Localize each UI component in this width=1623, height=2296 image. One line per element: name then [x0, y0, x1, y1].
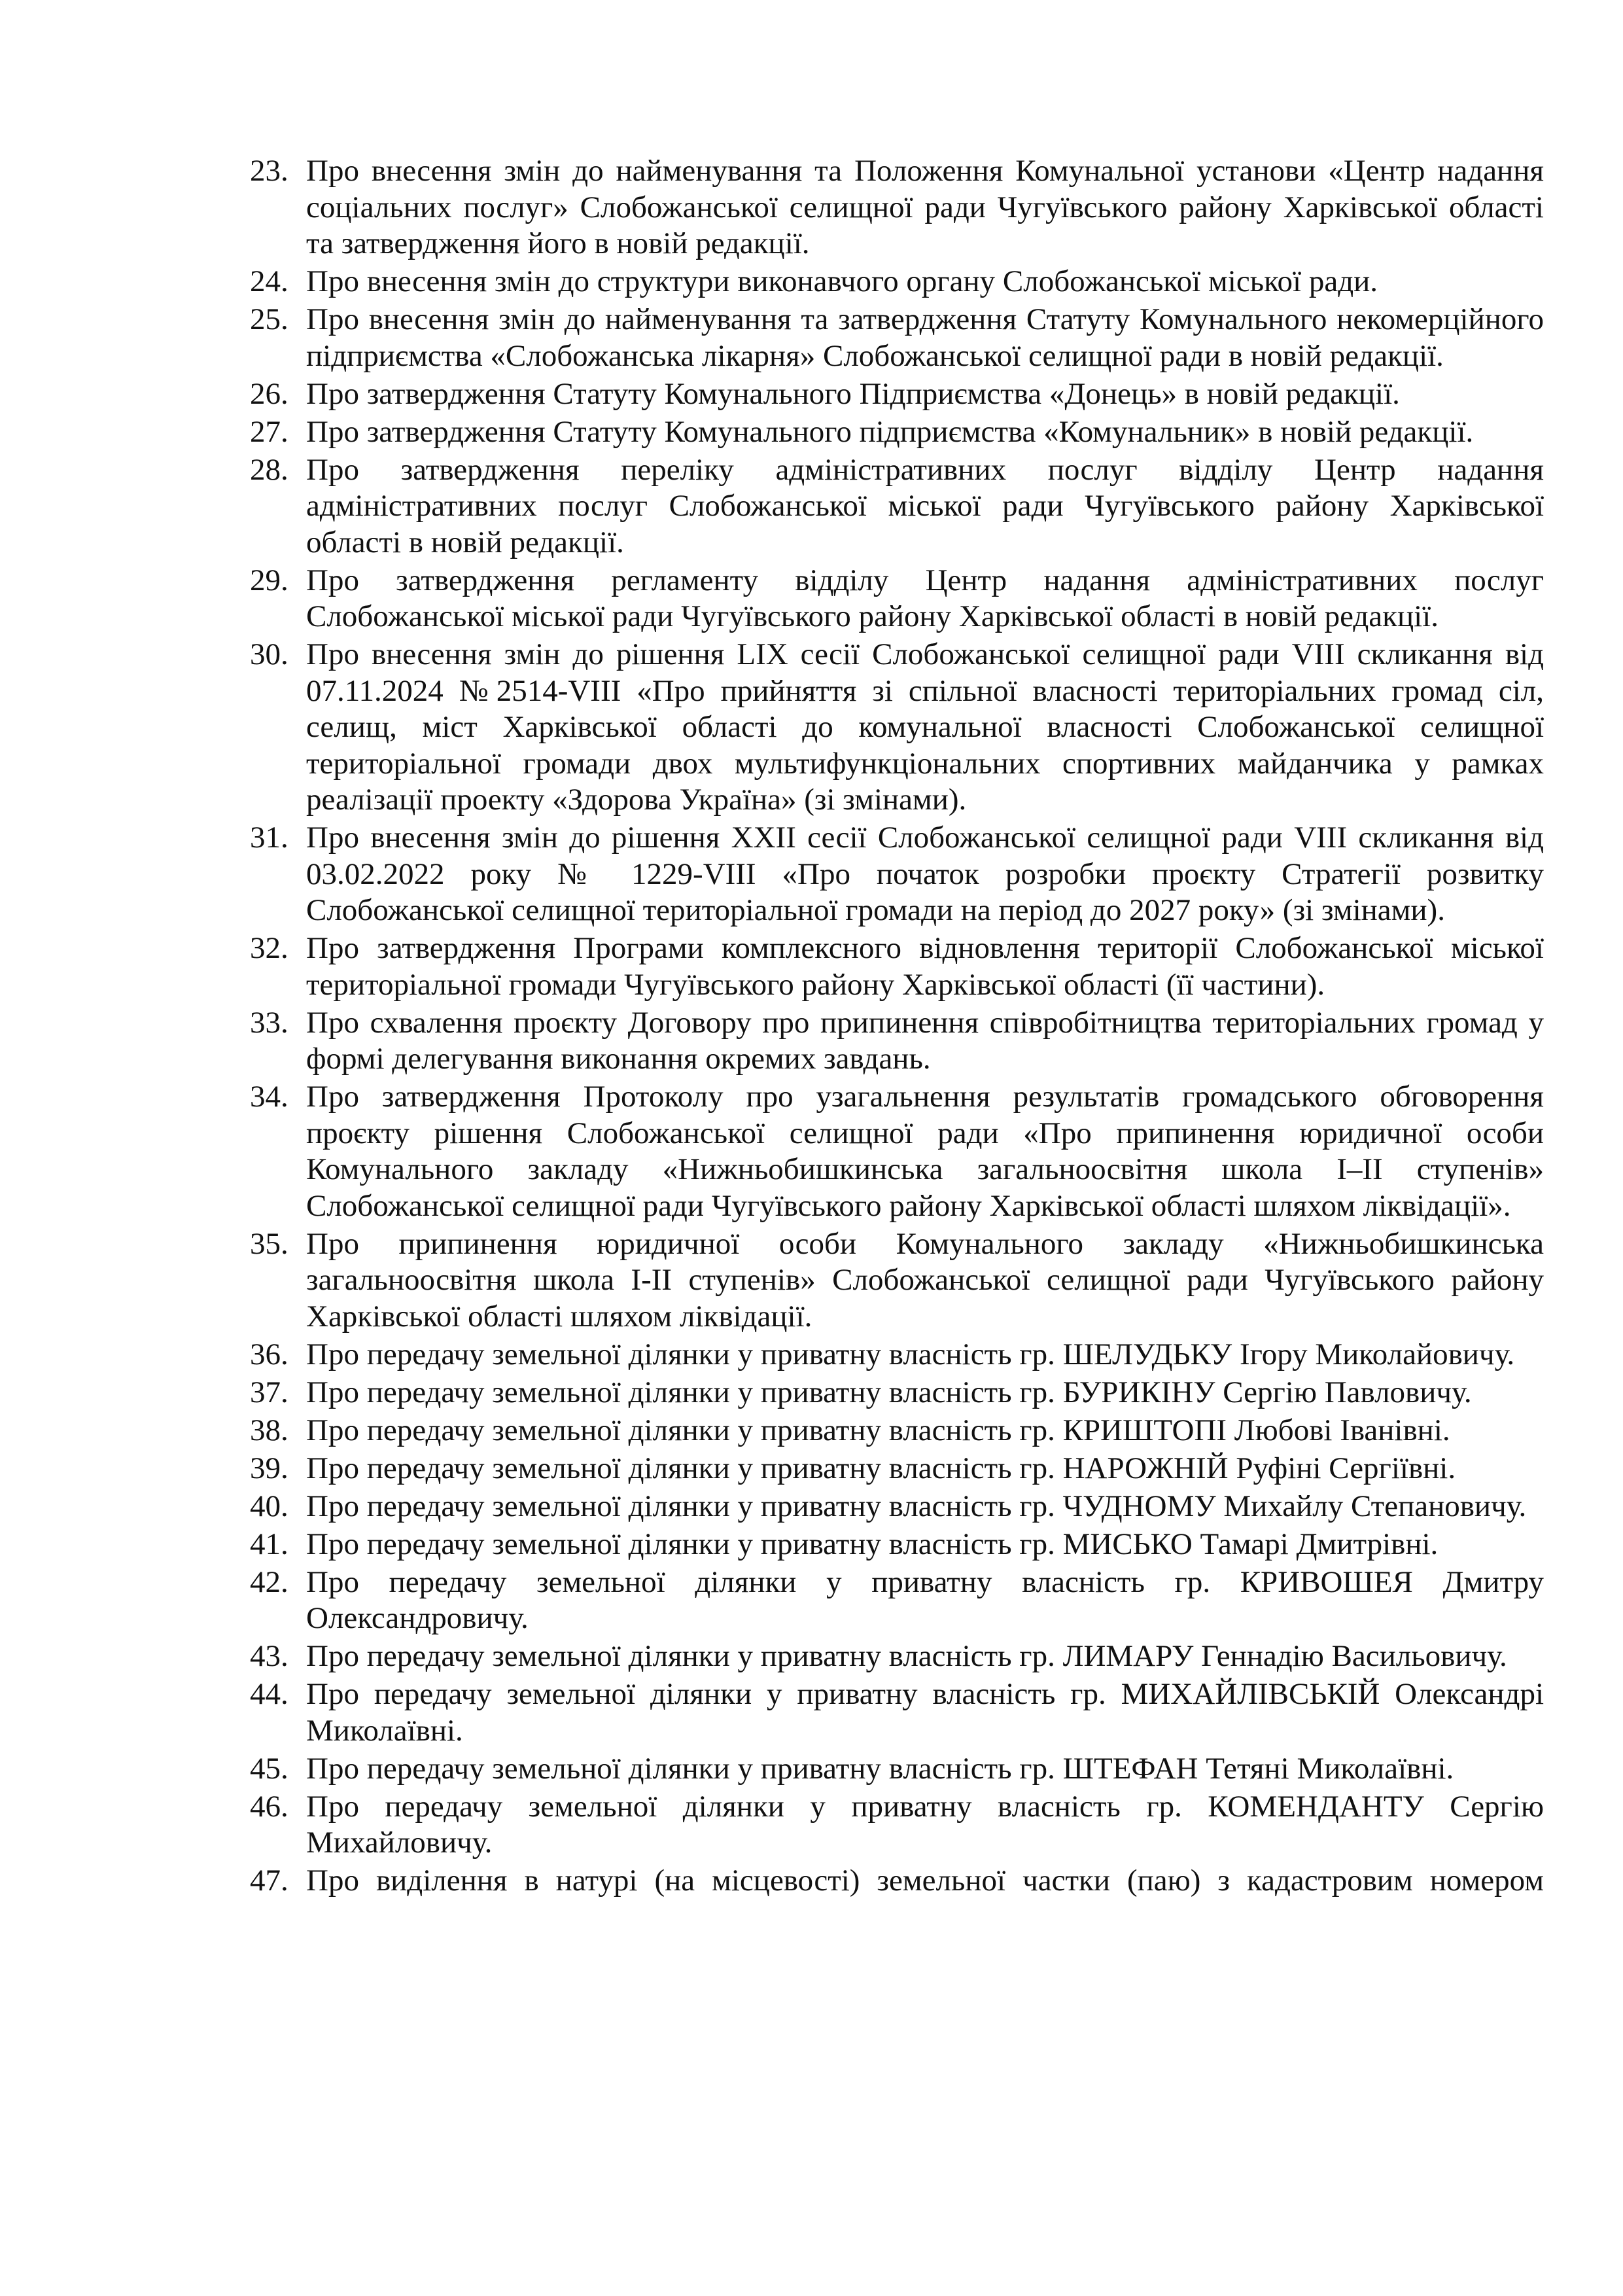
agenda-item-44: [250, 1676, 1544, 1749]
item-number: 45.: [250, 1751, 288, 1786]
item-text: Про передачу земельної ділянки у приватну власність гр. ЧУДНОМУ Михайлу Степановичу.: [306, 1489, 1527, 1523]
item-text: Про виділення в натурі (на місцевості) земельної частки (паю) з кадастровим номером: [306, 1863, 1544, 1898]
item-text: Про внесення змін до структури виконавчого органу Слобожанської міської ради.: [306, 264, 1378, 298]
item-number: 31.: [250, 821, 288, 855]
item-text: Про передачу земельної ділянки у приватну власність гр. ШЕЛУДЬКУ Ігору Миколайовичу.: [306, 1337, 1515, 1371]
item-number: 33.: [250, 1005, 288, 1040]
agenda-item-23: [250, 153, 1544, 262]
agenda-item-25: [250, 302, 1544, 374]
item-number: 29.: [250, 563, 288, 597]
item-text: Про передачу земельної ділянки у приватну власність гр. НАРОЖНІЙ Руфіні Сергіївні.: [306, 1451, 1456, 1485]
item-text: Про затвердження Протоколу про узагальнення результатів громадського обговорення проєкту рішення Слобожанської селищної ради «Про припинення юридичної особи Комунального закладу «Нижньобишкинська загальноосвітня школа I–II ступенів» Слобожанської селищної ради Чугуївського району Харківської області шляхом ліквідації».: [306, 1080, 1544, 1223]
item-text: Про затвердження Статуту Комунального Підприємства «Донець» в новій редакції.: [306, 376, 1400, 411]
item-text: Про передачу земельної ділянки у приватну власність гр. КОМЕНДАНТУ Сергію Михайловичу.: [306, 1789, 1544, 1860]
item-text: Про передачу земельної ділянки у приватну власність гр. КРИШТОПІ Любові Іванівні.: [306, 1413, 1450, 1447]
item-text: Про передачу земельної ділянки у приватну власність гр. БУРИКІНУ Сергію Павловичу.: [306, 1375, 1472, 1409]
agenda-list: [250, 153, 1544, 1901]
item-number: 35.: [250, 1226, 288, 1261]
item-number: 47.: [250, 1863, 288, 1898]
agenda-item-46: [250, 1789, 1544, 1862]
agenda-item-26: [250, 376, 1544, 413]
item-number: 27.: [250, 414, 288, 449]
agenda-item-29: [250, 563, 1544, 635]
item-text: Про затвердження регламенту відділу Центр надання адміністративних послуг Слобожанської міської ради Чугуївського району Харківської області в новій редакції.: [306, 563, 1544, 633]
agenda-item-43: [250, 1638, 1544, 1675]
agenda-item-24: [250, 264, 1544, 300]
item-number: 43.: [250, 1639, 288, 1673]
item-text: Про передачу земельної ділянки у приватну власність гр. МИХАЙЛІВСЬКІЙ Олександрі Миколаївні.: [306, 1677, 1544, 1748]
item-text: Про передачу земельної ділянки у приватну власність гр. МИСЬКО Тамарі Дмитрівні.: [306, 1527, 1439, 1561]
agenda-item-41: [250, 1527, 1544, 1563]
agenda-item-37: [250, 1375, 1544, 1411]
agenda-item-35: [250, 1226, 1544, 1335]
agenda-item-47: [250, 1863, 1544, 1899]
item-number: 44.: [250, 1677, 288, 1711]
agenda-item-31: [250, 820, 1544, 929]
item-number: 36.: [250, 1337, 288, 1371]
agenda-item-36: [250, 1337, 1544, 1373]
item-number: 28.: [250, 452, 288, 487]
item-text: Про внесення змін до найменування та Положення Комунальної установи «Центр надання соціальних послуг» Слобожанської селищної ради Чугуївського району Харківської області та затвердження його в новій редакції.: [306, 154, 1544, 260]
agenda-item-33: [250, 1005, 1544, 1078]
item-text: Про схвалення проєкту Договору про припинення співробітництва територіальних громад у формі делегування виконання окремих завдань.: [306, 1005, 1544, 1076]
agenda-item-45: [250, 1751, 1544, 1788]
item-number: 26.: [250, 376, 288, 411]
item-text: Про затвердження переліку адміністративних послуг відділу Центр надання адміністративних послуг Слобожанської міської ради Чугуївського району Харківської області в новій редакції.: [306, 452, 1544, 559]
agenda-item-27: [250, 414, 1544, 451]
agenda-item-28: [250, 452, 1544, 561]
item-text: Про внесення змін до рішення XXII сесії Слобожанської селищної ради VIII скликання від 03.02.2022 року № 1229-VIII «Про початок розробки проєкту Стратегії розвитку Слобожанської селищної територіальної громади на період до 2027 року» (зі змінами).: [306, 821, 1544, 927]
item-number: 32.: [250, 931, 288, 965]
agenda-item-39: [250, 1451, 1544, 1487]
item-text: Про передачу земельної ділянки у приватну власність гр. ШТЕФАН Тетяні Миколаївні.: [306, 1751, 1454, 1786]
item-text: Про внесення змін до найменування та затвердження Статуту Комунального некомерційного підприємства «Слобожанська лікарня» Слобожанської селищної ради в новій редакції.: [306, 302, 1544, 373]
item-text: Про передачу земельної ділянки у приватну власність гр. КРИВОШЕЯ Дмитру Олександровичу.: [306, 1564, 1544, 1635]
agenda-item-42: [250, 1564, 1544, 1637]
item-number: 25.: [250, 302, 288, 336]
agenda-item-38: [250, 1413, 1544, 1449]
item-number: 38.: [250, 1413, 288, 1447]
item-number: 41.: [250, 1527, 288, 1561]
agenda-item-34: [250, 1079, 1544, 1224]
item-number: 37.: [250, 1375, 288, 1409]
item-number: 39.: [250, 1451, 288, 1485]
item-text: Про затвердження Програми комплексного відновлення території Слобожанської міської територіальної громади Чугуївського району Харківської області (її частини).: [306, 931, 1544, 1002]
agenda-item-32: [250, 930, 1544, 1003]
item-number: 40.: [250, 1489, 288, 1523]
item-number: 34.: [250, 1080, 288, 1114]
item-number: 24.: [250, 264, 288, 298]
item-number: 30.: [250, 637, 288, 671]
item-text: Про припинення юридичної особи Комунального закладу «Нижньобишкинська загальноосвітня школа I-II ступенів» Слобожанської селищної ради Чугуївського району Харківської області шляхом ліквідації.: [306, 1226, 1544, 1333]
agenda-item-30: [250, 637, 1544, 819]
item-text: Про передачу земельної ділянки у приватну власність гр. ЛИМАРУ Геннадію Васильовичу.: [306, 1639, 1507, 1673]
item-text: Про затвердження Статуту Комунального підприємства «Комунальник» в новій редакції.: [306, 414, 1474, 449]
item-number: 42.: [250, 1564, 288, 1599]
agenda-item-40: [250, 1489, 1544, 1525]
item-number: 46.: [250, 1789, 288, 1824]
item-number: 23.: [250, 154, 288, 188]
item-text: Про внесення змін до рішення LIX сесії Слобожанської селищної ради VIII скликання від 07.11.2024 №2514-VIII «Про прийняття зі спільної власності територіальних громад сіл, селищ, міст Харківської області до комунальної власності Слобожанської селищної територіальної громади двох мультифункціональних спортивних майданчика у рамках реалізації проекту «Здорова Україна» (зі змінами).: [306, 637, 1544, 817]
